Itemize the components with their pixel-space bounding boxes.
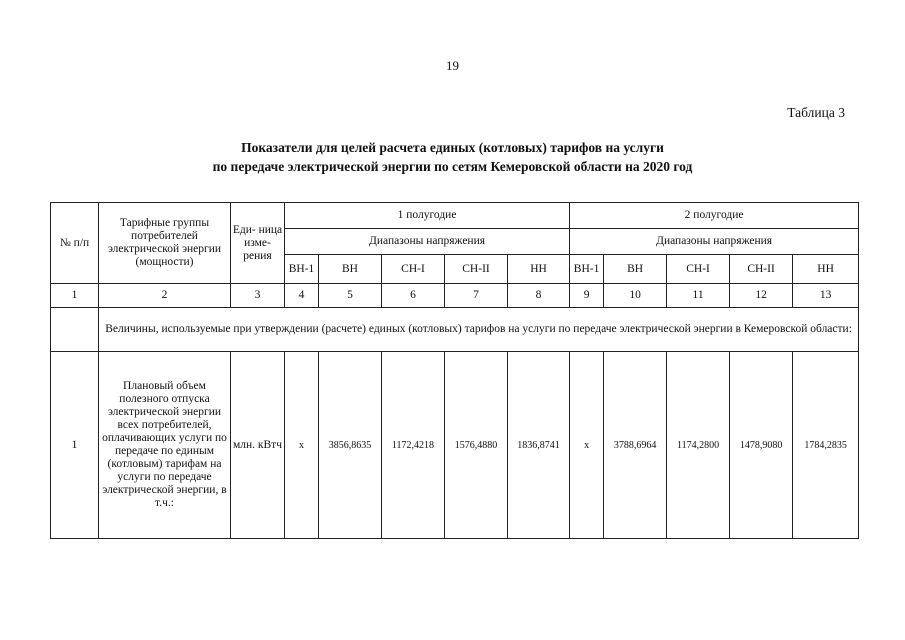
row-value: 3856,8635 <box>319 352 382 539</box>
column-number: 12 <box>730 284 793 308</box>
header-half-1: 1 полугодие <box>285 203 570 229</box>
row-value: 1172,4218 <box>382 352 445 539</box>
header-half-2: 2 полугодие <box>570 203 859 229</box>
header-voltage: СН-I <box>667 255 730 284</box>
page-number: 19 <box>446 58 459 73</box>
table-row <box>51 352 859 539</box>
row-value: х <box>570 352 604 539</box>
row-unit: млн. кВтч <box>231 352 285 539</box>
section-empty-cell <box>51 308 99 352</box>
row-num: 1 <box>51 352 99 539</box>
section-text: Величины, используемые при утверждении (расчете) единых (котловых) тарифов на услуги по передаче электрической энергии в Кемеровской области: <box>99 308 859 352</box>
header-num: № п/п <box>51 203 99 284</box>
header-voltage: ВН <box>604 255 667 284</box>
column-number: 13 <box>793 284 859 308</box>
header-unit: Еди- ница изме- рения <box>231 203 285 284</box>
header-voltage: СН-II <box>445 255 508 284</box>
row-value: 1174,2800 <box>667 352 730 539</box>
header-voltage-ranges-1: Диапазоны напряжения <box>285 229 570 255</box>
column-number: 6 <box>382 284 445 308</box>
header-voltage: СН-II <box>730 255 793 284</box>
header-voltage: ВН <box>319 255 382 284</box>
table-label: Таблица 3 <box>787 105 845 120</box>
row-value: 1576,4880 <box>445 352 508 539</box>
column-number: 5 <box>319 284 382 308</box>
row-value: 1836,8741 <box>508 352 570 539</box>
title-line-1: Показатели для целей расчета единых (котловых) тарифов на услуги <box>241 140 664 155</box>
section-row <box>51 308 859 352</box>
column-number-row <box>51 284 859 308</box>
column-number: 4 <box>285 284 319 308</box>
row-name: Плановый объем полезного отпуска электрической энергии всех потребителей, оплачивающих услуги по передаче по единым (котловым) тарифам на услуги по передаче электрической энергии, в т.ч.: <box>99 352 231 539</box>
header-voltage: НН <box>508 255 570 284</box>
header-tariff-groups: Тарифные группы потребителей электрической энергии (мощности) <box>99 203 231 284</box>
header-voltage: СН-I <box>382 255 445 284</box>
column-number: 8 <box>508 284 570 308</box>
column-number: 11 <box>667 284 730 308</box>
column-number: 9 <box>570 284 604 308</box>
document-title <box>0 138 905 176</box>
row-value: 1784,2835 <box>793 352 859 539</box>
header-voltage: НН <box>793 255 859 284</box>
header-voltage: ВН-1 <box>285 255 319 284</box>
tariff-table <box>50 202 859 539</box>
header-voltage: ВН-1 <box>570 255 604 284</box>
row-value: 1478,9080 <box>730 352 793 539</box>
header-voltage-ranges-2: Диапазоны напряжения <box>570 229 859 255</box>
column-number: 7 <box>445 284 508 308</box>
row-value: 3788,6964 <box>604 352 667 539</box>
title-line-2: по передаче электрической энергии по сетям Кемеровской области на 2020 год <box>212 159 693 174</box>
column-number: 1 <box>51 284 99 308</box>
column-number: 3 <box>231 284 285 308</box>
column-number: 2 <box>99 284 231 308</box>
column-number: 10 <box>604 284 667 308</box>
row-value: х <box>285 352 319 539</box>
